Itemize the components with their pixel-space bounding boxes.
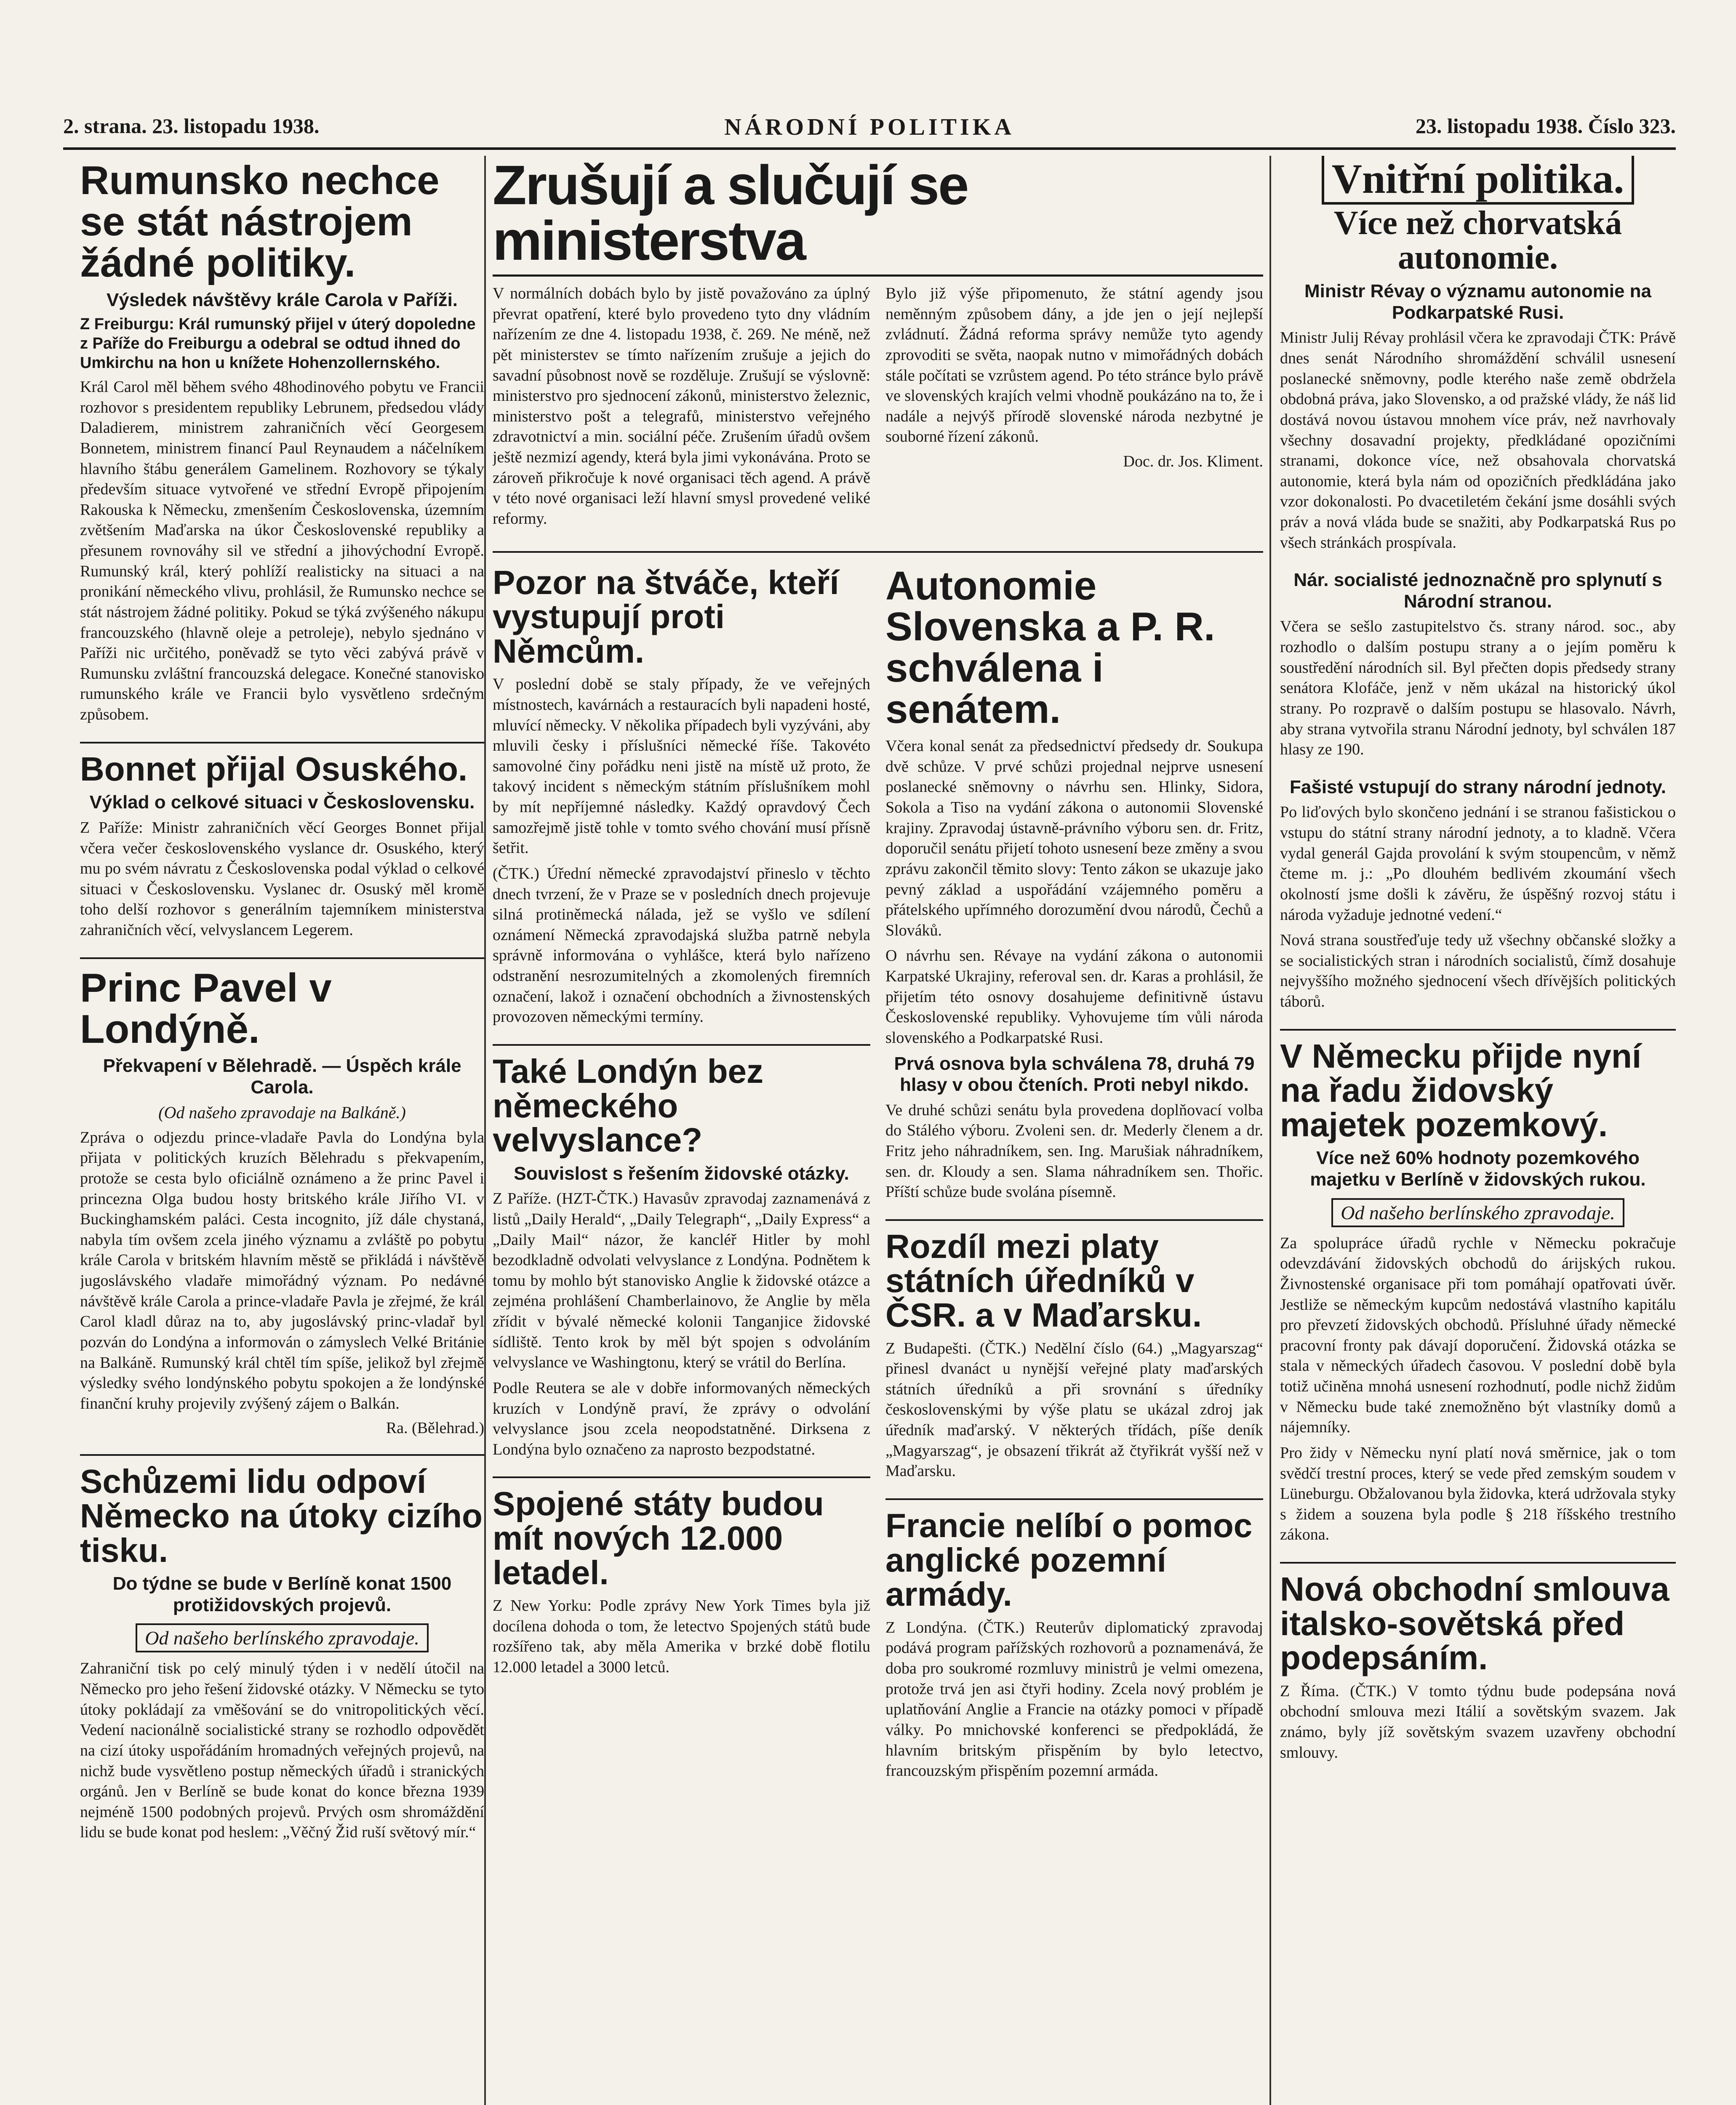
article-body-continued: Ve druhé schůzi senátu byla provedena doplňovací volba do Stálého výboru. Zvoleni sen. dr. Mederly členem a dr. Fritz jeho náhradníkem, sen. Ing. Marušiak náhradníkem, sen. dr. Kloudy a sen. Slama náhradníkem sen. Thořic. Příští schůze bude svolána písemně.: [885, 1101, 1263, 1201]
article-zidovsky-majetek: [1280, 1039, 1676, 1545]
headline: Princ Pavel v Londýně.: [80, 965, 332, 1052]
headline: Autonomie Slovenska a P. R. schválena i senátem.: [885, 563, 1215, 732]
article-body: Včera se sešlo zastupitelstvo čs. strany národ. soc., aby rozhodlo o dalším postupu strany a o jejím poměru k soustředění národních sil. Byl přečten dopis předsedy strany senátora Klofáče, jenž v něm ukázal na historický úkol strany. Po rozpravě o dalším postupu se hlasovalo. Návrh, aby strana vytvořila stranu Národní jednoty, byl schválen 187 hlasy ze 190.: [1280, 618, 1676, 759]
section-title: Vnitřní politika.: [1322, 156, 1635, 205]
article-princ-pavel: [80, 967, 484, 1438]
masthead-left: 2. strana. 23. listopadu 1938.: [63, 114, 320, 138]
column-rule: [484, 156, 486, 2105]
divider: [885, 1498, 1263, 1500]
correspondent-box: Od našeho berlínského zpravodaje.: [1331, 1198, 1624, 1227]
article-body: Z Paříže: Ministr zahraničních věcí Georges Bonnet přijal včera večer československého vyslance dr. Osuského, který mu po svém návratu z Československa podal výklad o celkové situaci v Československu. Vyslanec dr. Osuský měl kromě toho delší rozhovor s generálním tajemníkem ministerstva zahraničních věcí, velvyslancem Legerem.: [80, 818, 484, 939]
article-body: Zpráva o odjezdu prince-vladaře Pavla do Londýna byla přijata v politických kruzích Bělehradu s překvapením, protože se cesta bylo oficiálně oznámeno a že princ Pavel i princezna Olga budou hosty britského krále Jiřího VI. v Buckinghamském paláci. Cesta incognito, jíž dále chystaná, nabyla tím ovšem zcela jiného významu a zvláště po pobytu krále Carola v britském hlavním městě se přikládá i návštěvě jugoslávského vladaře mimořádný význam. Po nedávné návštěvě krále Carola a prince-vladaře Pavla je zřejmé, že král Carol kladl důraz na to, aby jugoslávský princ-vladař byl pozván do Londýna a informován o zámyslech Velké Británie na Balkáně. Rumunský král chtěl tím spíše, jelikož byl zřejmě výsledky svého londýnského pobytu spokojen a že londýnské finanční kruhy projevily zvýšený zájem o Balkán.: [80, 1128, 484, 1412]
article-body: Z Říma. (ČTK.) V tomto týdnu bude podepsána nová obchodní smlouva mezi Itálií a sovětským svazem. Jak známo, byly jíž sovětským svazem uzavřeny obchodní smlouvy.: [1280, 1682, 1676, 1761]
headline: Spojené státy budou mít nových 12.000 letadel.: [493, 1485, 824, 1591]
headline: V Německu přijde nyní na řadu židovský majetek pozemkový.: [1280, 1037, 1642, 1143]
article-body-continued: O návrhu sen. Révaye na vydání zákona o autonomii Karpatské Ukrajiny, referoval sen. dr. Karas a prohlásil, že přijetím této osnovy dosahujeme definitivně ústavu Československé republiky. Vyhovujeme tím vůli národa slovenského a Podkarpatské Rusi.: [885, 947, 1263, 1047]
subhead: Překvapení v Bělehradě. — Úspěch krále Carola.: [103, 1055, 461, 1098]
article-body-continued: Pro židy v Německu nyní platí nová směrnice, jak o tom svědčí trestní proces, který se vede před zemským soudem v Lüneburgu. Obžalovanou byla židovka, která udržovala styky s židem a souzena byla podle § 218 říšského trestního zákona.: [1280, 1444, 1676, 1544]
masthead: [63, 114, 1676, 147]
column-rule: [1269, 156, 1271, 2105]
subhead: Více než 60% hodnoty pozemkového majetku v Berlíně v židovských rukou.: [1310, 1148, 1646, 1190]
article-body: Za spolupráce úřadů rychle v Německu pokračuje odevzdávání židovských obchodů do árijských rukou. Živnostenské organisace při tom pomáhají opatřovati úvěr. Jestliže se německým kupcům nedostává vlastního kapitálu pro převzetí židovských obchodů. Přísluhné úřady německé pracovní fronty pak dávají doporučení. Židovská otázka se stala v německých úřadech časovou. V poslední době byla totiž učiněna mnohá usnesení rozhodnutí, podle nichž židům v Německu bude také znemožněno být vlastníky domů a nájemníky.: [1280, 1234, 1676, 1436]
article-body-continued: Bylo již výše připomenuto, že státní agendy jsou neměnným způsobem dány, a jde jen o její nejlepší zvládnutí. Žádná reforma správy nemůže tyto agendy zprovoditi se světa, naopak nutno v mimořádných dobách stále počítati se vzrůstem agend. Po této stránce bylo právě ve slovenských krajích velmi vhodně poukázáno na to, že i nadále a nejvýš přírodě slovenské národa nezbytné je souborné řízení zákonů.: [885, 285, 1263, 446]
article-italsko-sovetska: [1280, 1572, 1676, 1763]
article-body: Král Carol měl během svého 48hodinového pobytu ve Francii rozhovor s presidentem republiky Lebrunem, předsedou vlády Daladierem, ministrem zahraničních věcí Georgesem Bonnetem, ministrem financí Paul Reynaudem a náčelníkem hlavního štábu generálem Gamelinem. Rozhovory se týkaly především situace vytvořené ve střední Evropě připojením Rakouska k Německu, zmenšením Československa, územním zvětšením Maďarska na úkor Československé republiky a přesunem rovnováhy sil ve střední a jihovýchodní Evropě. Rumunský král, který pohlíží realisticky na situaci a na pronikání německého vlivu, prohlásil, že Rumunsko nechce se stát nástrojem žádné politiky. Pokud se týká zvýšeného nákupu francouzského (hlavně oleje a petroleje), nebylo sjednáno v Paříži nic určitého, poněvadž se tyto věci zabývá právě v Rumunsku zvláštní francouzská delegace. Konečné stanovisko rumunského krále ve Francii bylo vysvětleno srdečným způsobem.: [80, 378, 484, 724]
divider: [1280, 1029, 1676, 1031]
correspondent-note: (Od našeho zpravodaje na Balkáně.): [158, 1103, 406, 1122]
subhead: Souvislost s řešením židovské otázky.: [514, 1163, 849, 1184]
signature: Doc. dr. Jos. Kliment.: [1123, 453, 1263, 470]
article-bonnet: [80, 752, 484, 941]
column-3: [885, 561, 1263, 1798]
article-body-continued: Nová strana soustřeďuje tedy už všechny občanské složky a se socialistických stran i národních socialistů, čímž dosahuje nejvyššího možného sjednocení všech dřívějších politických táborů.: [1280, 931, 1676, 1011]
headline: Rumunsko nechce se stát nástrojem žádné politiky.: [80, 158, 440, 285]
correspondent-box: Od našeho berlínského zpravodaje.: [136, 1623, 429, 1652]
headline: Pozor na štváče, kteří vystupují proti Němcům.: [493, 563, 839, 670]
article-letadla: [493, 1487, 870, 1677]
divider: [80, 1454, 484, 1456]
article-ministerstva: [493, 157, 1263, 534]
column-2: [493, 561, 870, 1798]
article-nar-socialiste: [1280, 570, 1676, 760]
subhead: Do týdne se bude v Berlíně konat 1500 protižidovských projevů.: [112, 1573, 452, 1615]
subhead: Fašisté vstupují do strany národní jednoty.: [1290, 776, 1666, 797]
column-1: [80, 156, 484, 2105]
divider: [493, 1476, 870, 1478]
article-body: Zahraniční tisk po celý minulý týden i v nedělí útočil na Německo pro jeho řešení židovské otázky. V Německu se tyto útoky pokládají za vměšování se do vnitropolitických věcí. Vedení nacionálně socialistické strany se rozhodlo odpovědět na cizí útoky uspořádáním hromadných veřejných projevů, na nichž bude vysvětleno postup německých úřadů i stranických orgánů. Jen v Berlíně se bude konat do konce března 1939 nejméně 1500 podobných projevů. Prvých osm shromáždění lidu se bude konat pod heslem: „Věčný Žid ruší světový mír.“: [80, 1660, 484, 1841]
masthead-title: NÁRODNÍ POLITIKA: [724, 114, 1015, 140]
article-body: Z Paříže. (HZT-ČTK.) Havasův zpravodaj zaznamenává z listů „Daily Herald“, „Daily Telegraph“, „Daily Express“ a „Daily Mail“ názor, že kancléř Hitler by mohl bezodkladně odvolati velvyslance z Londýna. Podnětem k tomu by mohlo být stanovisko Anglie k židovské otázce a zejména prohlášení Chamberlainovo, že Anglie by měla zřídit v bývalé německé kolonii Tanganjice židovské sídliště. Tento krok by měl být spojen s odvoláním velvyslance ve Washingtonu, který se vrátil do Berlína.: [493, 1190, 870, 1372]
column-2-3: [493, 156, 1263, 2105]
divider: [80, 742, 484, 743]
article-schuzemi-lidu: [80, 1464, 484, 1843]
banner-headline: Zrušují a slučují se ministerstva: [493, 157, 1263, 277]
article-rumunsko: [80, 160, 484, 725]
headline: Rozdíl mezi platy státních úředníků v ČSR. a v Maďarsku.: [885, 1227, 1202, 1334]
article-londyn-velvyslanec: [493, 1054, 870, 1460]
divider: [493, 1044, 870, 1046]
article-body-continued: Podle Reutera se ale v dobře informovaných německých kruzích v Londýně praví, že zprávy o odvolání velvyslance jsou zcela neopodstatněné. Dirksena z Londýna bylo označeno za naprosto bezpodstatné.: [493, 1379, 870, 1458]
headline: Schůzemi lidu odpoví Německo na útoky cizího tisku.: [80, 1463, 483, 1569]
article-fasiste: [1280, 777, 1676, 1012]
article-chorvatska-autonomie: [1280, 206, 1676, 553]
article-body: Z New Yorku: Podle zprávy New York Times byla již docílena dohoda o tom, že letectvo Spojených států bude rozšířeno tak, aby měla Amerika v brzké době flotilu 12.000 letadel a 3000 letců.: [493, 1597, 870, 1676]
divider: [1280, 1562, 1676, 1564]
article-body: V poslední době se staly případy, že ve veřejných místnostech, kavárnách a restauracích byli napadeni hosté, mluvící německy. V několika případech byli vyzýváni, aby mluvili česky i příslušníci německé říše. Takovéto samovolné činy pořádku neni jistě na místě už proto, že takový incident s německým státním příslušníkem mohl by mít nepříjemné následky. Každý opravdový Čech samozřejmě jistě tohle v tomto svého chování musí přísně šetřit.: [493, 675, 870, 857]
article-francie: [885, 1508, 1263, 1781]
headline: Nová obchodní smlouva italsko-sovětská před podepsáním.: [1280, 1570, 1669, 1677]
headline: Bonnet přijal Osuského.: [80, 750, 468, 788]
article-body: Z Budapešti. (ČTK.) Nedělní číslo (64.) „Magyarszag“ přinesl dvanáct u nynější veřejné platy maďarských státních úředníků a při srovnání s úředníky československými by výše platu se ukázal zdroj jak úředník maďarský. V některých třídách, píše deník „Magyarszag“, je obsazení třikrát až čtyřikrát vyšší než v Maďarsku.: [885, 1339, 1263, 1480]
article-body: Včera konal senát za předsednictví předsedy dr. Soukupa dvě schůze. V prvé schůzi projednal nejprve usnesení poslanecké sněmovny o návrhu sen. Hlinky, Sidora, Sokola a Tiso na vydání zákona o autonomii Slovenské krajiny. Zpravodaj ústavně-právního výboru sen. dr. Fritz, doporučil senátu přijetí tohoto usnesení beze změny a svou zprávu zakončil těmito slovy: Tento zákon se ukazuje jako pevný základ a uspořádání vzájemného poměru a přátelského upřímného dorozumění dvou národů, Čechů a Slováků.: [885, 737, 1263, 939]
headline: Také Londýn bez německého velvyslance?: [493, 1052, 764, 1159]
subhead: Prvá osnova byla schválena 78, druhá 79 hlasy v obou čteních. Proti nebyl nikdo.: [894, 1053, 1255, 1095]
article-platy-uredniku: [885, 1229, 1263, 1481]
signature: Ra. (Bělehrad.): [386, 1419, 484, 1437]
article-body: Z Londýna. (ČTK.) Reuterův diplomatický zpravodaj podává program pařížských rozhovorů a poznamenává, že doba pro soukromé rozmluvy ministrů je velmi omezena, protože trvá jen asi čtyři hodiny. Zcela nový problém je uplatňování Anglie a Francie na otázky pomoci v případě války. Po mnichovské konferenci se předpokládá, že hlavním britským přispěním by bylo letectvo, francouzským přispěním pozemní armáda.: [885, 1618, 1263, 1780]
article-body-continued: (ČTK.) Úřední německé zpravodajství přineslo v těchto dnech tvrzení, že v Praze se v posledních dnech projevuje silná protiněmecká nálada, jež se vyšlo ve sdílení oznámení Německá zpravodajská služba patrně nebyla správně informována o vyhlášce, která bylo nařízeno odstranění nesrozumitelných a zkomolených firemních označení, lakož i označení obchodních a živnostenských provozoven německými termíny.: [493, 864, 870, 1026]
article-stvaci: [493, 565, 870, 1027]
dateline: Z Freiburgu: Král rumunský přijel v úterý dopoledne z Paříže do Freiburgu a odebral se odtud ihned do Umkirchu na hon u knížete Hohenzollernského.: [80, 315, 476, 372]
divider: [493, 551, 1263, 553]
divider: [885, 1219, 1263, 1221]
subhead: Výsledek návštěvy krále Carola v Paříži.: [106, 289, 458, 310]
article-body: Ministr Julij Révay prohlásil včera ke zpravodaji ČTK: Právě dnes senát Národního shromáždění schválil usnesení poslanecké sněmovny, podle kterého naše země obdržela obdobná práva, jako Slovensko, a od pražské vlády, že náš lid dostává novou ústavou mnohem více práv, než navrhovaly všechny dosavadní projekty, předkládané opozičními stranami, dokonce více, než obsahovala chorvatská autonomie, která byla nám od opozičních předkládána jako vzor dokonalosti. Po dvacetiletém čekání jsme dosáhli svých práv a nová vláda bude se snažiti, aby Podkarpatská Rus po všech stránkách prospívala.: [1280, 329, 1676, 552]
headline: Francie nelíbí o pomoc anglické pozemní armády.: [885, 1506, 1253, 1613]
article-body: V normálních dobách bylo by jistě považováno za úplný převrat opatření, které bylo provedeno tyto dny vládním nařízením ze dne 4. listopadu 1938, č. 269. Ne méně, než pět ministerstev se tímto nařízením zrušuje a jejich do savadní působnost nově se rozděluje. Zrušují se výslovně: ministerstvo pro sjednocení zákonů, ministerstvo železnic, ministerstvo pošt a telegrafů, ministerstvo veřejného zdravotnictví a min. sociální péče. Zrušením úřadů ovšem ještě nezmizí agendy, která byla jimi vykonávána. Proto se zároveň přikročuje k nové organisaci těch agend. A právě v této nové organisaci leží hlavní smysl provedené veliké reformy.: [493, 285, 870, 528]
divider: [80, 957, 484, 959]
subhead: Ministr Révay o významu autonomie na Podkarpatské Rusi.: [1304, 281, 1651, 323]
headline: Více než chorvatská autonomie.: [1333, 205, 1622, 276]
subhead: Výklad o celkové situaci v Československu.: [89, 792, 475, 813]
subhead: Nár. socialisté jednoznačně pro splynutí s Národní stranou.: [1293, 570, 1662, 612]
masthead-rule: [63, 147, 1676, 150]
column-4: [1280, 156, 1676, 2105]
masthead-right: 23. listopadu 1938. Číslo 323.: [1415, 114, 1676, 138]
article-body: Po liďových bylo skončeno jednání i se stranou fašistickou o vstupu do státní strany národní jednoty, a to kladně. Včera vydal generál Gajda provolání k svým stoupencům, v němž čteme m. j.: „Po dlouhém bedlivém zkoumání všech okolností jsme došli k závěru, že úspěšný rozvoj státu i národa vyžaduje jednotné vedení.“: [1280, 803, 1676, 924]
article-autonomie: [885, 565, 1263, 1202]
